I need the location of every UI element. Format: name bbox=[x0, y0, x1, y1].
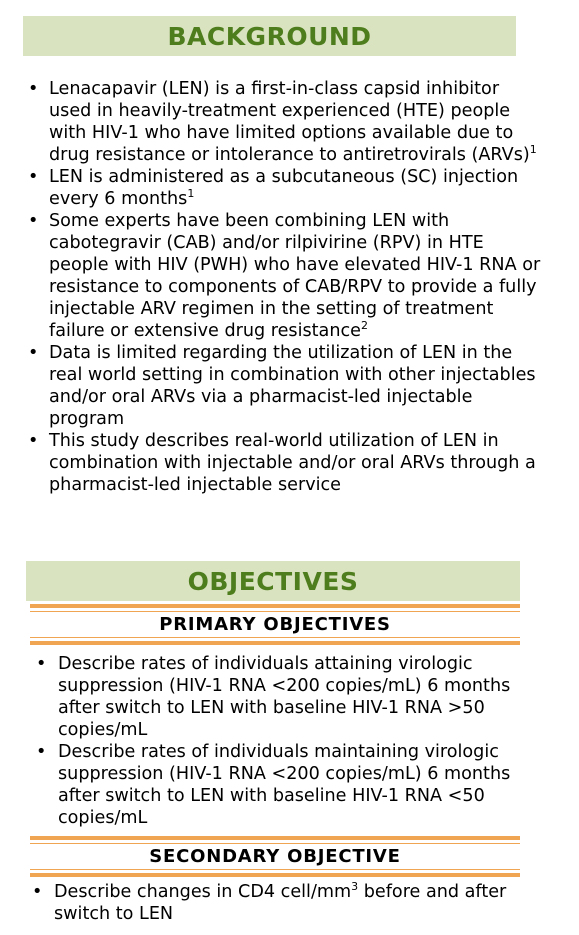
list-item bbox=[28, 342, 543, 430]
bullet-icon: • bbox=[28, 167, 39, 187]
list-item bbox=[28, 78, 543, 166]
bullet-text: Describe rates of individuals maintaining virologic suppression (HIV-1 RNA <200 copies/mL) 6 months after switch to LEN with baseline HIV-1 RNA <50 copies/mL bbox=[58, 742, 511, 828]
bullet-text: Describe changes in CD4 cell/mm bbox=[54, 882, 352, 902]
list-item bbox=[28, 210, 543, 342]
bullet-text: This study describes real-world utilization of LEN in combination with injectable and/or oral ARVs through a pharmacist-led injectable service bbox=[49, 431, 536, 495]
bullet-icon: • bbox=[28, 211, 39, 231]
background-list bbox=[28, 78, 543, 496]
divider bbox=[30, 637, 520, 645]
objectives-heading: OBJECTIVES bbox=[26, 561, 520, 601]
secondary-objective-heading: SECONDARY OBJECTIVE bbox=[149, 846, 401, 867]
bullet-icon: • bbox=[36, 742, 47, 762]
list-item bbox=[36, 653, 546, 741]
list-item bbox=[32, 881, 542, 925]
citation: 1 bbox=[529, 143, 537, 156]
list-item bbox=[28, 166, 543, 210]
bullet-text: Data is limited regarding the utilization of LEN in the real world setting in combination with other injectables and/or oral ARVs via a pharmacist-led injectable program bbox=[49, 343, 536, 429]
primary-objectives-list bbox=[36, 653, 546, 829]
citation: 1 bbox=[187, 187, 195, 200]
divider bbox=[30, 604, 520, 612]
bullet-text: Lenacapavir (LEN) is a first-in-class capsid inhibitor used in heavily-treatment experienced (HTE) people with HIV-1 who have limited options available due to drug resistance or intolerance to antiretrovirals (ARVs) bbox=[49, 79, 530, 165]
bullet-text: Describe rates of individuals attaining virologic suppression (HIV-1 RNA <200 copies/mL) 6 months after switch to LEN with baseline HIV-1 RNA >50 copies/mL bbox=[58, 654, 511, 740]
bullet-icon: • bbox=[28, 79, 39, 99]
divider bbox=[30, 869, 520, 877]
secondary-objective-list bbox=[32, 881, 542, 925]
background-heading: BACKGROUND bbox=[23, 16, 516, 56]
primary-objectives-heading: PRIMARY OBJECTIVES bbox=[159, 614, 391, 635]
bullet-text: Some experts have been combining LEN with cabotegravir (CAB) and/or rilpivirine (RPV) in HTE people with HIV (PWH) who have elevated HIV-1 RNA or resistance to components of CAB/RPV to provide a fully injectable ARV regimen in the setting of treatment failure or extensive drug resistance bbox=[49, 211, 541, 341]
list-item bbox=[36, 741, 546, 829]
divider bbox=[30, 836, 520, 844]
bullet-text: before and after switch to LEN bbox=[54, 882, 507, 924]
bullet-text: LEN is administered as a subcutaneous (SC) injection every 6 months bbox=[49, 167, 519, 209]
citation: 2 bbox=[360, 319, 368, 332]
superscript: 3 bbox=[351, 880, 359, 893]
bullet-icon: • bbox=[28, 431, 39, 451]
bullet-icon: • bbox=[36, 654, 47, 674]
bullet-icon: • bbox=[28, 343, 39, 363]
list-item bbox=[28, 430, 543, 496]
bullet-icon: • bbox=[32, 882, 43, 902]
